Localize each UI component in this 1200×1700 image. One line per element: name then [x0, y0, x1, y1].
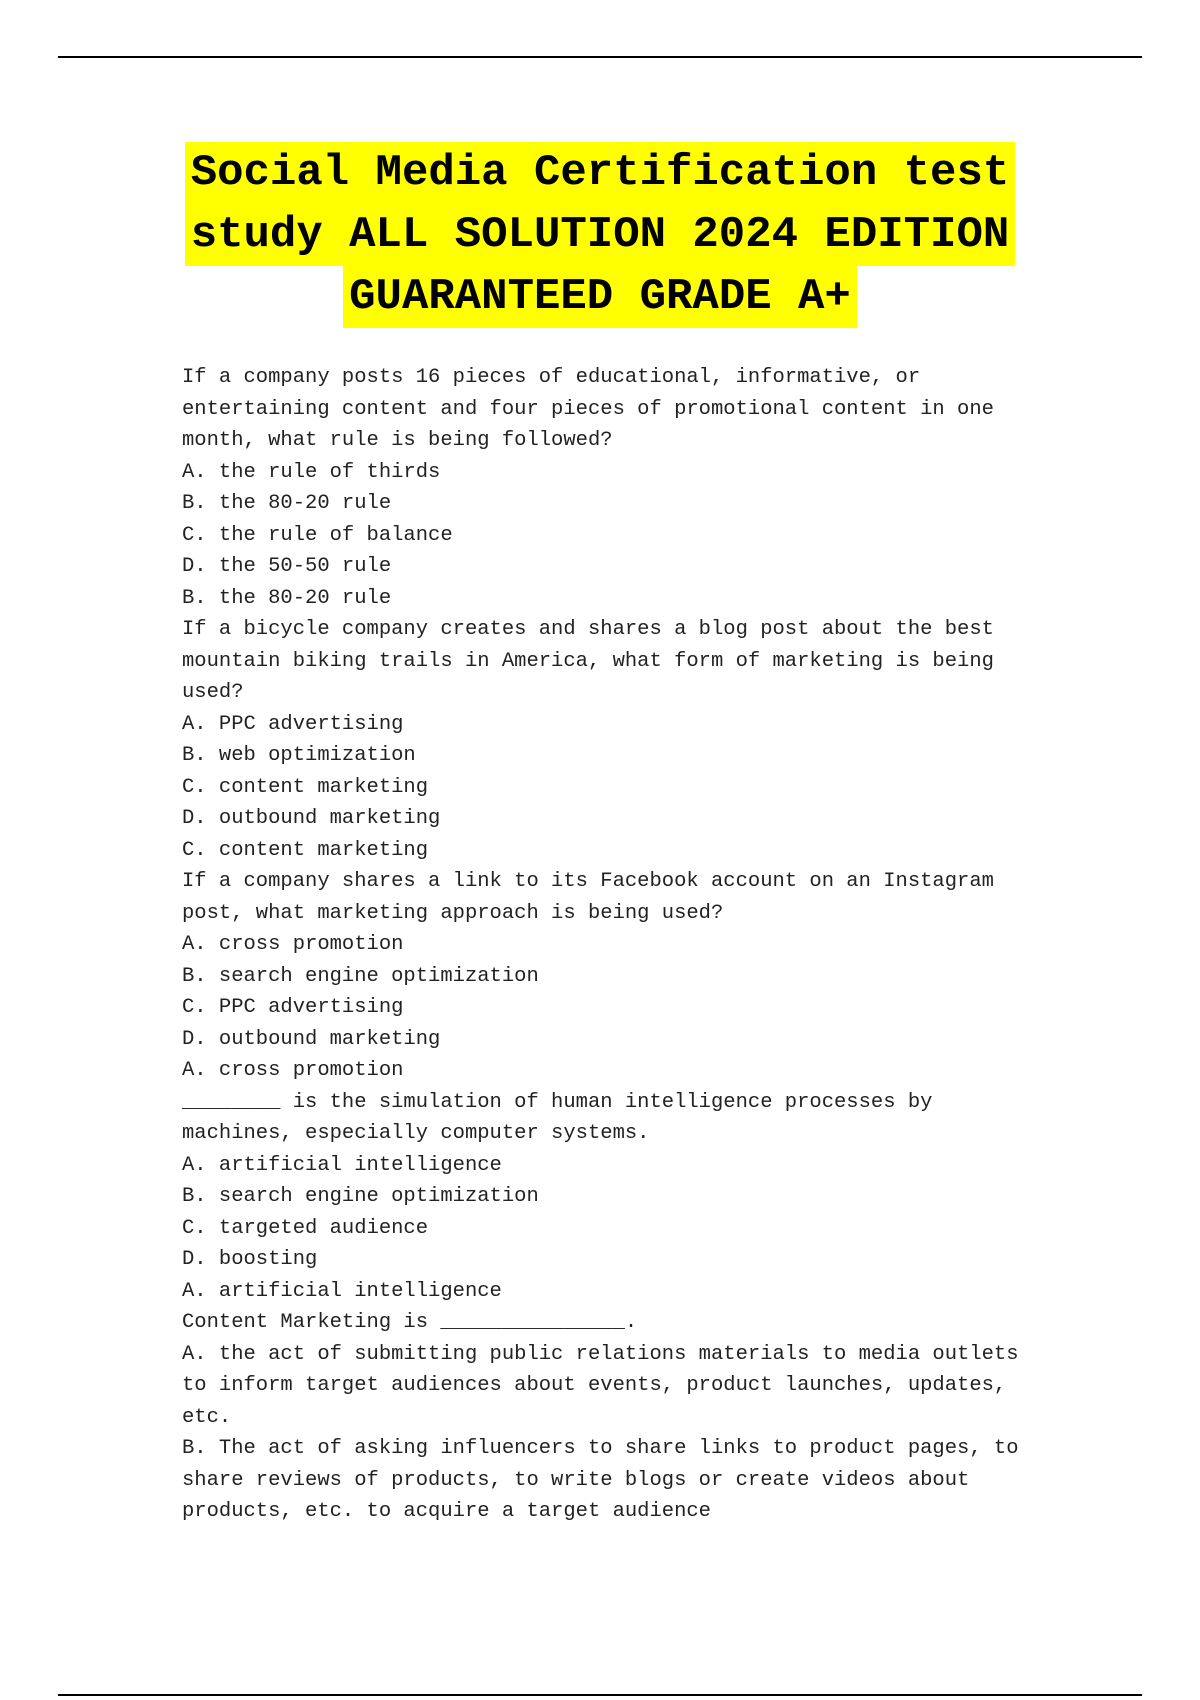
question-text: mountain biking trails in America, what form of marketing is being	[182, 649, 994, 673]
title-line-2: study ALL SOLUTION 2024 EDITION	[185, 204, 1016, 266]
question-text: If a company posts 16 pieces of educational, informative, or	[182, 366, 921, 389]
question-text: ________ is the simulation of human intelligence processes by	[182, 1090, 933, 1114]
document-title	[0, 142, 1200, 328]
correct-answer: A. artificial intelligence	[182, 1279, 502, 1303]
answer-option: C. the rule of balance	[182, 523, 453, 547]
title-line-1: Social Media Certification test	[185, 142, 1016, 204]
question-text: Content Marketing is _______________.	[182, 1311, 638, 1334]
answer-option: products, etc. to acquire a target audience	[182, 1500, 711, 1523]
answer-option: A. artificial intelligence	[182, 1153, 502, 1177]
answer-option: to inform target audiences about events, product launches, updates,	[182, 1374, 1007, 1397]
question-text: If a bicycle company creates and shares a blog post about the best	[182, 618, 994, 641]
answer-option: C. targeted audience	[182, 1216, 429, 1240]
question-text: used?	[182, 681, 244, 704]
answer-option: share reviews of products, to write blogs or create videos about	[182, 1468, 970, 1492]
top-rule	[58, 56, 1142, 58]
answer-option: A. the act of submitting public relations materials to media outlets	[182, 1342, 1019, 1366]
correct-answer: A. cross promotion	[182, 1059, 404, 1082]
correct-answer: B. the 80-20 rule	[182, 586, 392, 610]
answer-option: A. PPC advertising	[182, 712, 404, 736]
answer-option: D. outbound marketing	[182, 1027, 441, 1051]
document-body	[182, 362, 1022, 1528]
answer-option: D. boosting	[182, 1248, 318, 1271]
answer-option: etc.	[182, 1405, 232, 1429]
answer-option: B. the 80-20 rule	[182, 492, 392, 515]
title-line-3: GUARANTEED GRADE A+	[343, 266, 857, 328]
question-text: entertaining content and four pieces of promotional content in one	[182, 397, 994, 421]
answer-option: B. The act of asking influencers to share links to product pages, to	[182, 1437, 1019, 1460]
answer-option: D. outbound marketing	[182, 807, 441, 830]
correct-answer: C. content marketing	[182, 838, 429, 862]
question-text: If a company shares a link to its Facebook account on an Instagram	[182, 870, 994, 893]
answer-option: B. search engine optimization	[182, 1185, 539, 1208]
question-text: month, what rule is being followed?	[182, 429, 613, 452]
question-text: machines, especially computer systems.	[182, 1122, 650, 1145]
answer-option: D. the 50-50 rule	[182, 555, 392, 578]
bottom-rule	[58, 1694, 1142, 1696]
question-text: post, what marketing approach is being used?	[182, 901, 724, 925]
answer-option: A. the rule of thirds	[182, 460, 441, 484]
answer-option: C. content marketing	[182, 775, 429, 799]
answer-option: A. cross promotion	[182, 933, 404, 956]
answer-option: B. search engine optimization	[182, 964, 539, 988]
answer-option: B. web optimization	[182, 744, 416, 767]
answer-option: C. PPC advertising	[182, 996, 404, 1019]
